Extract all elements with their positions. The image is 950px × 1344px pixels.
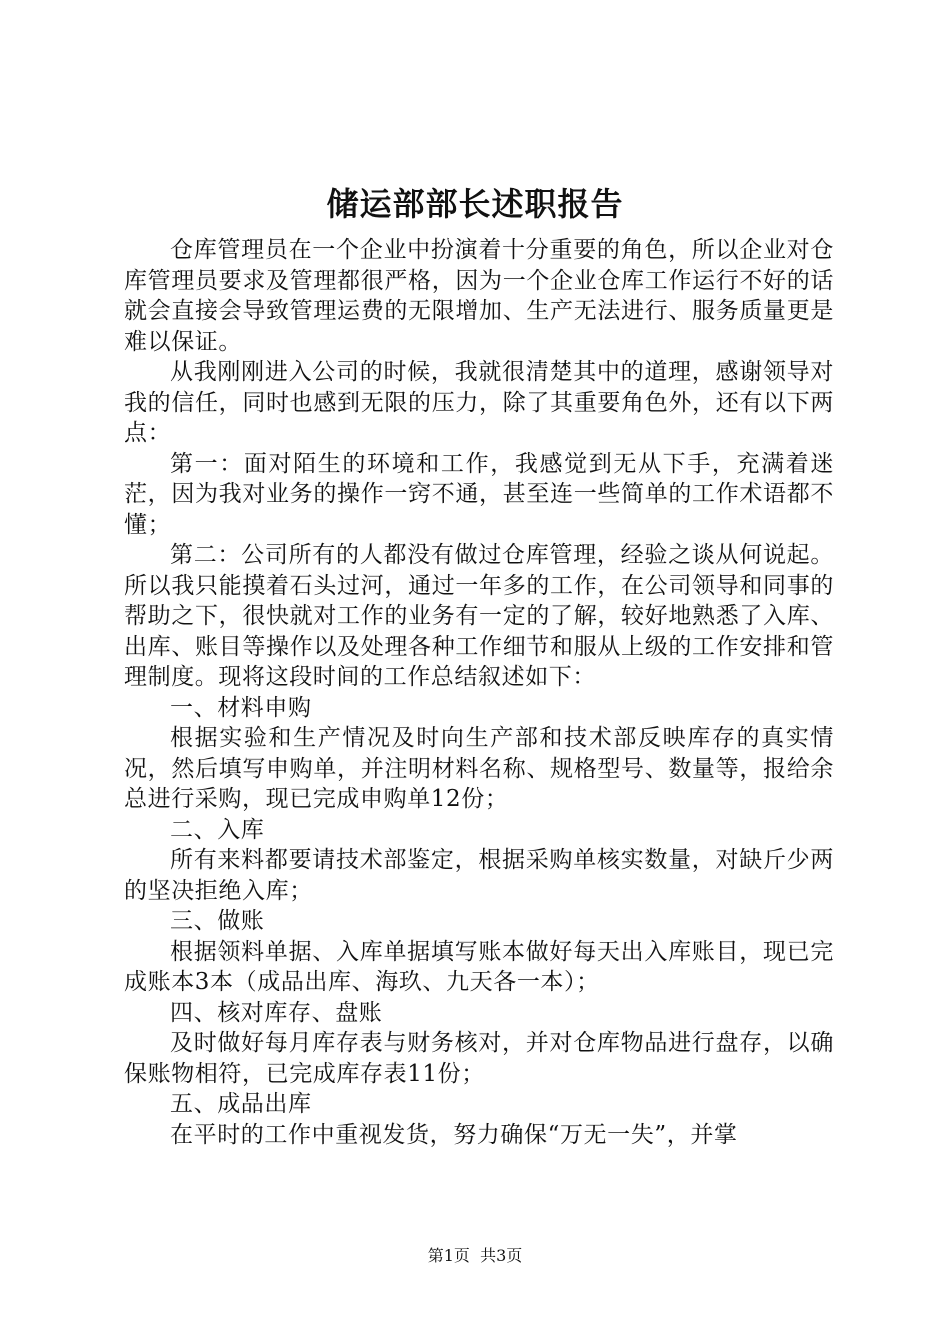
document-body	[124, 235, 834, 1150]
paragraph-point-one: 第一：面对陌生的环境和工作，我感觉到无从下手，充满着迷茫，因为我对业务的操作一窍不通，甚至连一些简单的工作术语都不懂；	[124, 450, 834, 538]
paragraph-receiving: 所有来料都要请技术部鉴定，根据采购单核实数量，对缺斤少两的坚决拒绝入库；	[124, 847, 834, 904]
section-heading-bookkeeping: 三、做账	[170, 908, 265, 934]
document-title: 储运部部长述职报告	[326, 185, 624, 223]
page-total: 共3页	[480, 1246, 523, 1265]
section-heading-product-shipping: 五、成品出库	[170, 1091, 312, 1117]
paragraph-point-two: 第二：公司所有的人都没有做过仓库管理，经验之谈从何说起。所以我只能摸着石头过河，通过一年多的工作，在公司领导和同事的帮助之下，很快就对工作的业务有一定的了解，较好地熟悉了入库、出库、账目等操作以及处理各种工作细节和服从上级的工作安排和管理制度。现将这段时间的工作总结叙述如下：	[124, 542, 834, 690]
paragraph-purchasing: 根据实验和生产情况及时向生产部和技术部反映库存的真实情况，然后填写申购单，并注明材料名称、规格型号、数量等，报给余总进行采购，现已完成申购单12份；	[124, 725, 834, 812]
paragraph-intro: 仓库管理员在一个企业中扮演着十分重要的角色，所以企业对仓库管理员要求及管理都很严格，因为一个企业仓库工作运行不好的话就会直接会导致管理运费的无限增加、生产无法进行、服务质量更是难以保证。	[124, 237, 834, 355]
paragraph-product-shipping: 在平时的工作中重视发货，努力确保“万无一失”，并掌	[170, 1121, 738, 1148]
paragraph-joining: 从我刚刚进入公司的时候，我就很清楚其中的道理，感谢领导对我的信任，同时也感到无限的压力，除了其重要角色外，还有以下两点：	[124, 359, 834, 446]
footer-spacer	[470, 1246, 480, 1265]
paragraph-bookkeeping: 根据领料单据、入库单据填写账本做好每天出入库账目，现已完成账本3本（成品出库、海玖、九天各一本）；	[124, 938, 834, 995]
page-footer	[0, 1245, 950, 1267]
section-heading-inventory-check: 四、核对库存、盘账	[170, 999, 383, 1026]
section-heading-purchasing: 一、材料申购	[170, 694, 312, 721]
paragraph-inventory-check: 及时做好每月库存表与财务核对，并对仓库物品进行盘存，以确保账物相符，已完成库存表11份；	[124, 1030, 834, 1087]
section-heading-receiving: 二、入库	[170, 816, 265, 843]
page-number: 第1页	[427, 1246, 470, 1265]
